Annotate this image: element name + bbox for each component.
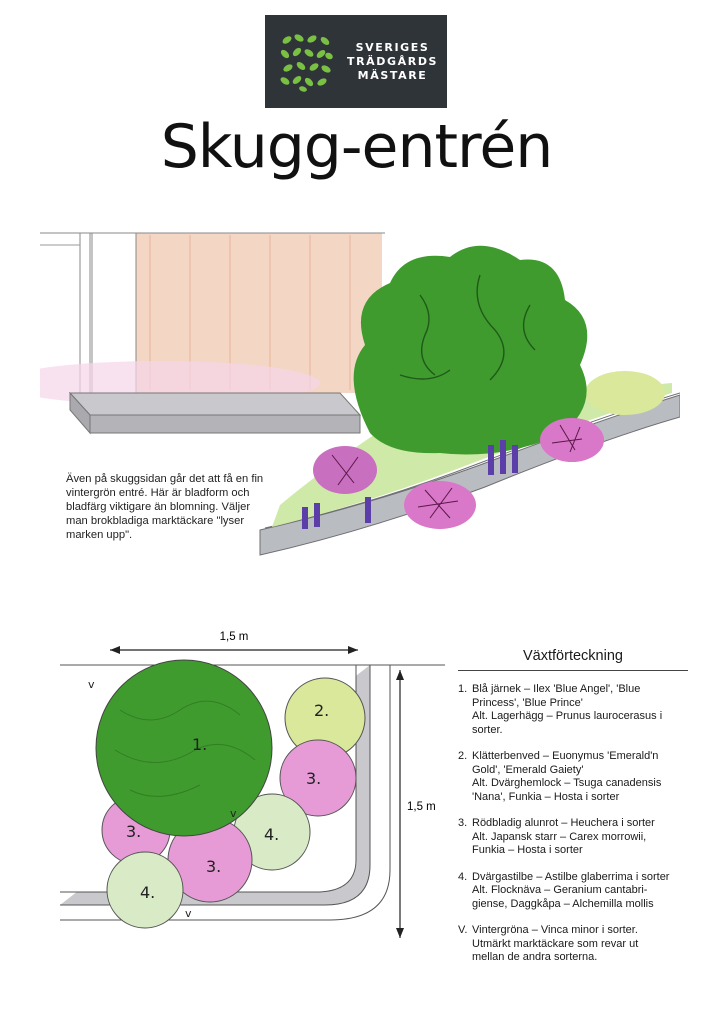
plant-list-line: Dvärgastilbe – Astilbe glaberrima i sorter (472, 870, 670, 883)
plant-3-label: 3. (126, 822, 142, 841)
plant-2-label: 2. (314, 701, 330, 720)
plant-list-item (458, 924, 688, 965)
plant-list-line: sorter. (472, 723, 503, 736)
plant-list-line: Gold', 'Emerald Gaiety' (472, 763, 584, 776)
vinca-label: v (185, 907, 192, 920)
planting-plan (60, 620, 445, 955)
plant-3-label: 3. (306, 769, 322, 788)
plant-list-line: Blå järnek – Ilex 'Blue Angel', 'Blue (472, 683, 641, 695)
logo-wordmark (347, 41, 438, 83)
plant-list-number: 1. (458, 683, 468, 695)
plant-list-line: Alt. Dvärghemlock – Tsuga canadensis (472, 777, 662, 789)
plant-list-item (458, 871, 688, 912)
plant-4-label: 4. (264, 825, 280, 844)
plant-list-number: 4. (458, 870, 468, 883)
plant-list-number: V. (458, 924, 468, 936)
plant-list-heading: Växtförteckning (458, 648, 688, 671)
plant-1-label: 1. (192, 735, 208, 754)
vinca-label: v (230, 807, 237, 820)
plant-list-line: mellan de andra sorterna. (472, 951, 598, 963)
plant-list-line: Alt. Lagerhägg – Prunus laurocerasus i (472, 710, 663, 722)
plant-list-line: Utmärkt marktäckare som revar ut (472, 937, 639, 950)
plant-list-line: Klätterbenved – Euonymus 'Emerald'n (472, 750, 659, 762)
plant-list-number: 2. (458, 750, 468, 762)
intro-paragraph: Även på skuggsidan går det att få en fin vintergrön entré. Här är bladform och bladfärg viktigare än blomning. Väljer man brokbladiga marktäckare "lyser marken upp". (66, 473, 264, 541)
plant-list-line: giense, Daggkåpa – Alchemilla mollis (472, 897, 654, 910)
vinca-label: v (88, 678, 95, 691)
plant-4-label: 4. (140, 883, 156, 902)
plant-list-number: 3. (458, 817, 468, 829)
plant-3-label: 3. (206, 857, 222, 876)
plant-list-item (458, 750, 688, 804)
logo-line-2: TRÄDGÅRDS (347, 54, 439, 68)
plant-list-item (458, 817, 688, 858)
plant-list-line: Princess', 'Blue Prince' (472, 696, 583, 709)
leaf-cluster-icon (279, 32, 335, 92)
brand-logo (265, 15, 447, 108)
logo-line-1: SVERIGES (355, 40, 430, 54)
plant-list-line: Funkia – Hosta i sorter (472, 844, 583, 856)
plant-list-line: Alt. Flocknäva – Geranium cantabri- (472, 884, 648, 896)
height-label: 1,5 m (407, 801, 436, 813)
plant-list-item (458, 683, 688, 737)
plant-list (458, 648, 688, 978)
plant-list-line: Vintergröna – Vinca minor i sorter. (472, 924, 638, 936)
plant-list-line: 'Nana', Funkia – Hosta i sorter (472, 790, 620, 803)
plant-list-line: Rödbladig alunrot – Heuchera i sorter (472, 817, 655, 829)
width-label: 1,5 m (219, 631, 249, 643)
plant-1-circle (96, 660, 272, 836)
plant-list-line: Alt. Japansk starr – Carex morrowii, (472, 830, 647, 843)
page-title: Skugg-entrén (160, 112, 553, 182)
logo-line-3: MÄSTARE (357, 68, 428, 82)
